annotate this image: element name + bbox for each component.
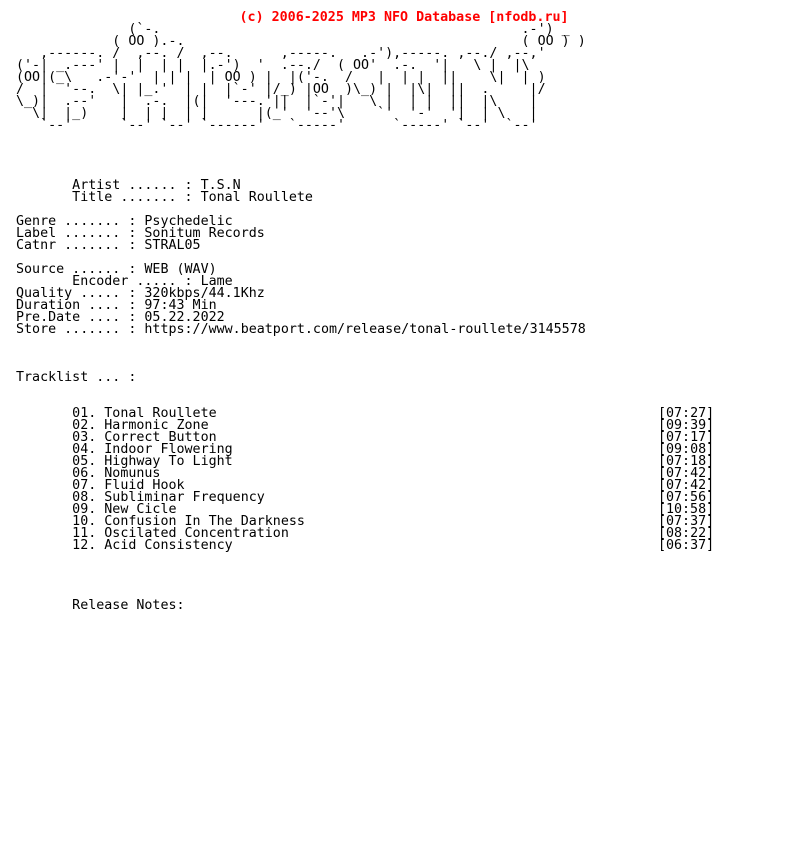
predate-label: Pre.Date .... : — [16, 310, 137, 325]
duration-label: Duration .... : — [16, 298, 137, 313]
title-value: Tonal Roullete — [200, 190, 313, 205]
store-row — [16, 324, 714, 336]
track-number: 08. — [72, 490, 97, 505]
track-title: Subliminar Frequency — [104, 490, 265, 505]
track-number: 04. — [72, 442, 97, 457]
track-title: Indoor Flowering — [104, 442, 233, 457]
duration-value: 97:43 Min — [144, 298, 217, 313]
track-duration: [07:42] — [657, 466, 715, 481]
track-duration: [07:17] — [657, 430, 715, 445]
source-value: WEB (WAV) — [144, 262, 217, 277]
track-title: Harmonic Zone — [104, 418, 209, 433]
track-duration: [07:18] — [657, 454, 715, 469]
track-number: 02. — [72, 418, 97, 433]
track-number: 03. — [72, 430, 97, 445]
artist-value: T.S.N — [200, 178, 241, 193]
label-value: Sonitum Records — [144, 226, 265, 241]
logo-art — [16, 24, 714, 132]
logo-line: (`-. .-') _ — [16, 22, 570, 37]
title-row — [16, 192, 714, 204]
copyright-banner — [0, 0, 792, 24]
track-title: Correct Button — [104, 430, 217, 445]
tracklist — [16, 408, 714, 552]
track-title: Fluid Hook — [104, 478, 185, 493]
logo-line: ('-| _.---' | | | | |.-') ' .--./ ( OO' .-. '| \ | |\ — [16, 58, 530, 73]
track-number: 11. — [72, 526, 97, 541]
logo-line: `--' `--' `--' `------' `-----' `-----' `--' `--' — [16, 118, 538, 133]
track-duration: [10:58] — [657, 502, 715, 517]
track-duration: [07:56] — [657, 490, 715, 505]
store-link[interactable]: https://www.beatport.com/release/tonal-roullete/3145578 — [144, 322, 586, 337]
release-notes-heading: Release Notes: — [72, 598, 185, 613]
logo-line: / | '--. \| |_.' | | |`-' |/_) |OO )\_) | |\| || . |/ — [16, 82, 546, 97]
logo-line: ( OO ).-. ( OO ) ) — [16, 34, 586, 49]
source-label: Source ...... : — [16, 262, 137, 277]
track-title: Nomunus — [104, 466, 161, 481]
track-title: New Cicle — [104, 502, 177, 517]
label-label: Label ....... : — [16, 226, 137, 241]
quality-value: 320kbps/44.1Khz — [144, 286, 265, 301]
track-duration: [06:37] — [657, 538, 715, 553]
track-number: 09. — [72, 502, 97, 517]
quality-label: Quality ..... : — [16, 286, 137, 301]
track-title: Acid Consistency — [104, 538, 233, 553]
tracklist-heading: Tracklist ... : — [16, 370, 137, 385]
artist-label: Artist ...... : — [72, 178, 193, 193]
nfo-text-body — [16, 24, 714, 612]
catnr-value: STRAL05 — [144, 238, 201, 253]
logo-line: \| |_) | | | | | |(_' '--'\ `' '-' '| | \ | — [16, 106, 538, 121]
logo-line: (OO|(_\ .-'-' | | | | OO ) | |('-. / | | | || \| | ) — [16, 70, 546, 85]
track-title: Tonal Roullete — [104, 406, 217, 421]
track-number: 01. — [72, 406, 97, 421]
logo-line: ,------. / ,--. / ,--. ,-----. .-'),-----. ,--./ ,--,' — [16, 46, 546, 61]
track-duration: [07:42] — [657, 478, 715, 493]
track-title: Highway To Light — [104, 454, 233, 469]
track-number: 06. — [72, 466, 97, 481]
track-title: Oscilated Concentration — [104, 526, 289, 541]
track-title: Confusion In The Darkness — [104, 514, 305, 529]
predate-value: 05.22.2022 — [144, 310, 225, 325]
track-number: 10. — [72, 514, 97, 529]
store-label: Store ....... : — [16, 322, 137, 337]
track-number: 07. — [72, 478, 97, 493]
track-duration: [09:08] — [657, 442, 715, 457]
encoder-value: Lame — [200, 274, 233, 289]
title-label: Title ....... : — [72, 190, 193, 205]
encoder-label: Encoder ..... : — [72, 274, 193, 289]
track-number: 12. — [72, 538, 97, 553]
track-duration: [07:37] — [657, 514, 715, 529]
banner-text: (c) 2006-2025 MP3 NFO Database [nfodb.ru] — [239, 10, 569, 25]
genre-label: Genre ....... : — [16, 214, 137, 229]
track-duration: [07:27] — [657, 406, 715, 421]
catnr-label: Catnr ....... : — [16, 238, 137, 253]
logo-line: \_)| .--' | .-. |(| '---.'|| |`-'| \ | | | || |\ | — [16, 94, 538, 109]
track-duration: [09:39] — [657, 418, 715, 433]
track-row — [16, 540, 714, 552]
track-number: 05. — [72, 454, 97, 469]
genre-value: Psychedelic — [144, 214, 233, 229]
catnr-row — [16, 240, 714, 252]
release-notes-row — [16, 600, 714, 612]
track-duration: [08:22] — [657, 526, 715, 541]
